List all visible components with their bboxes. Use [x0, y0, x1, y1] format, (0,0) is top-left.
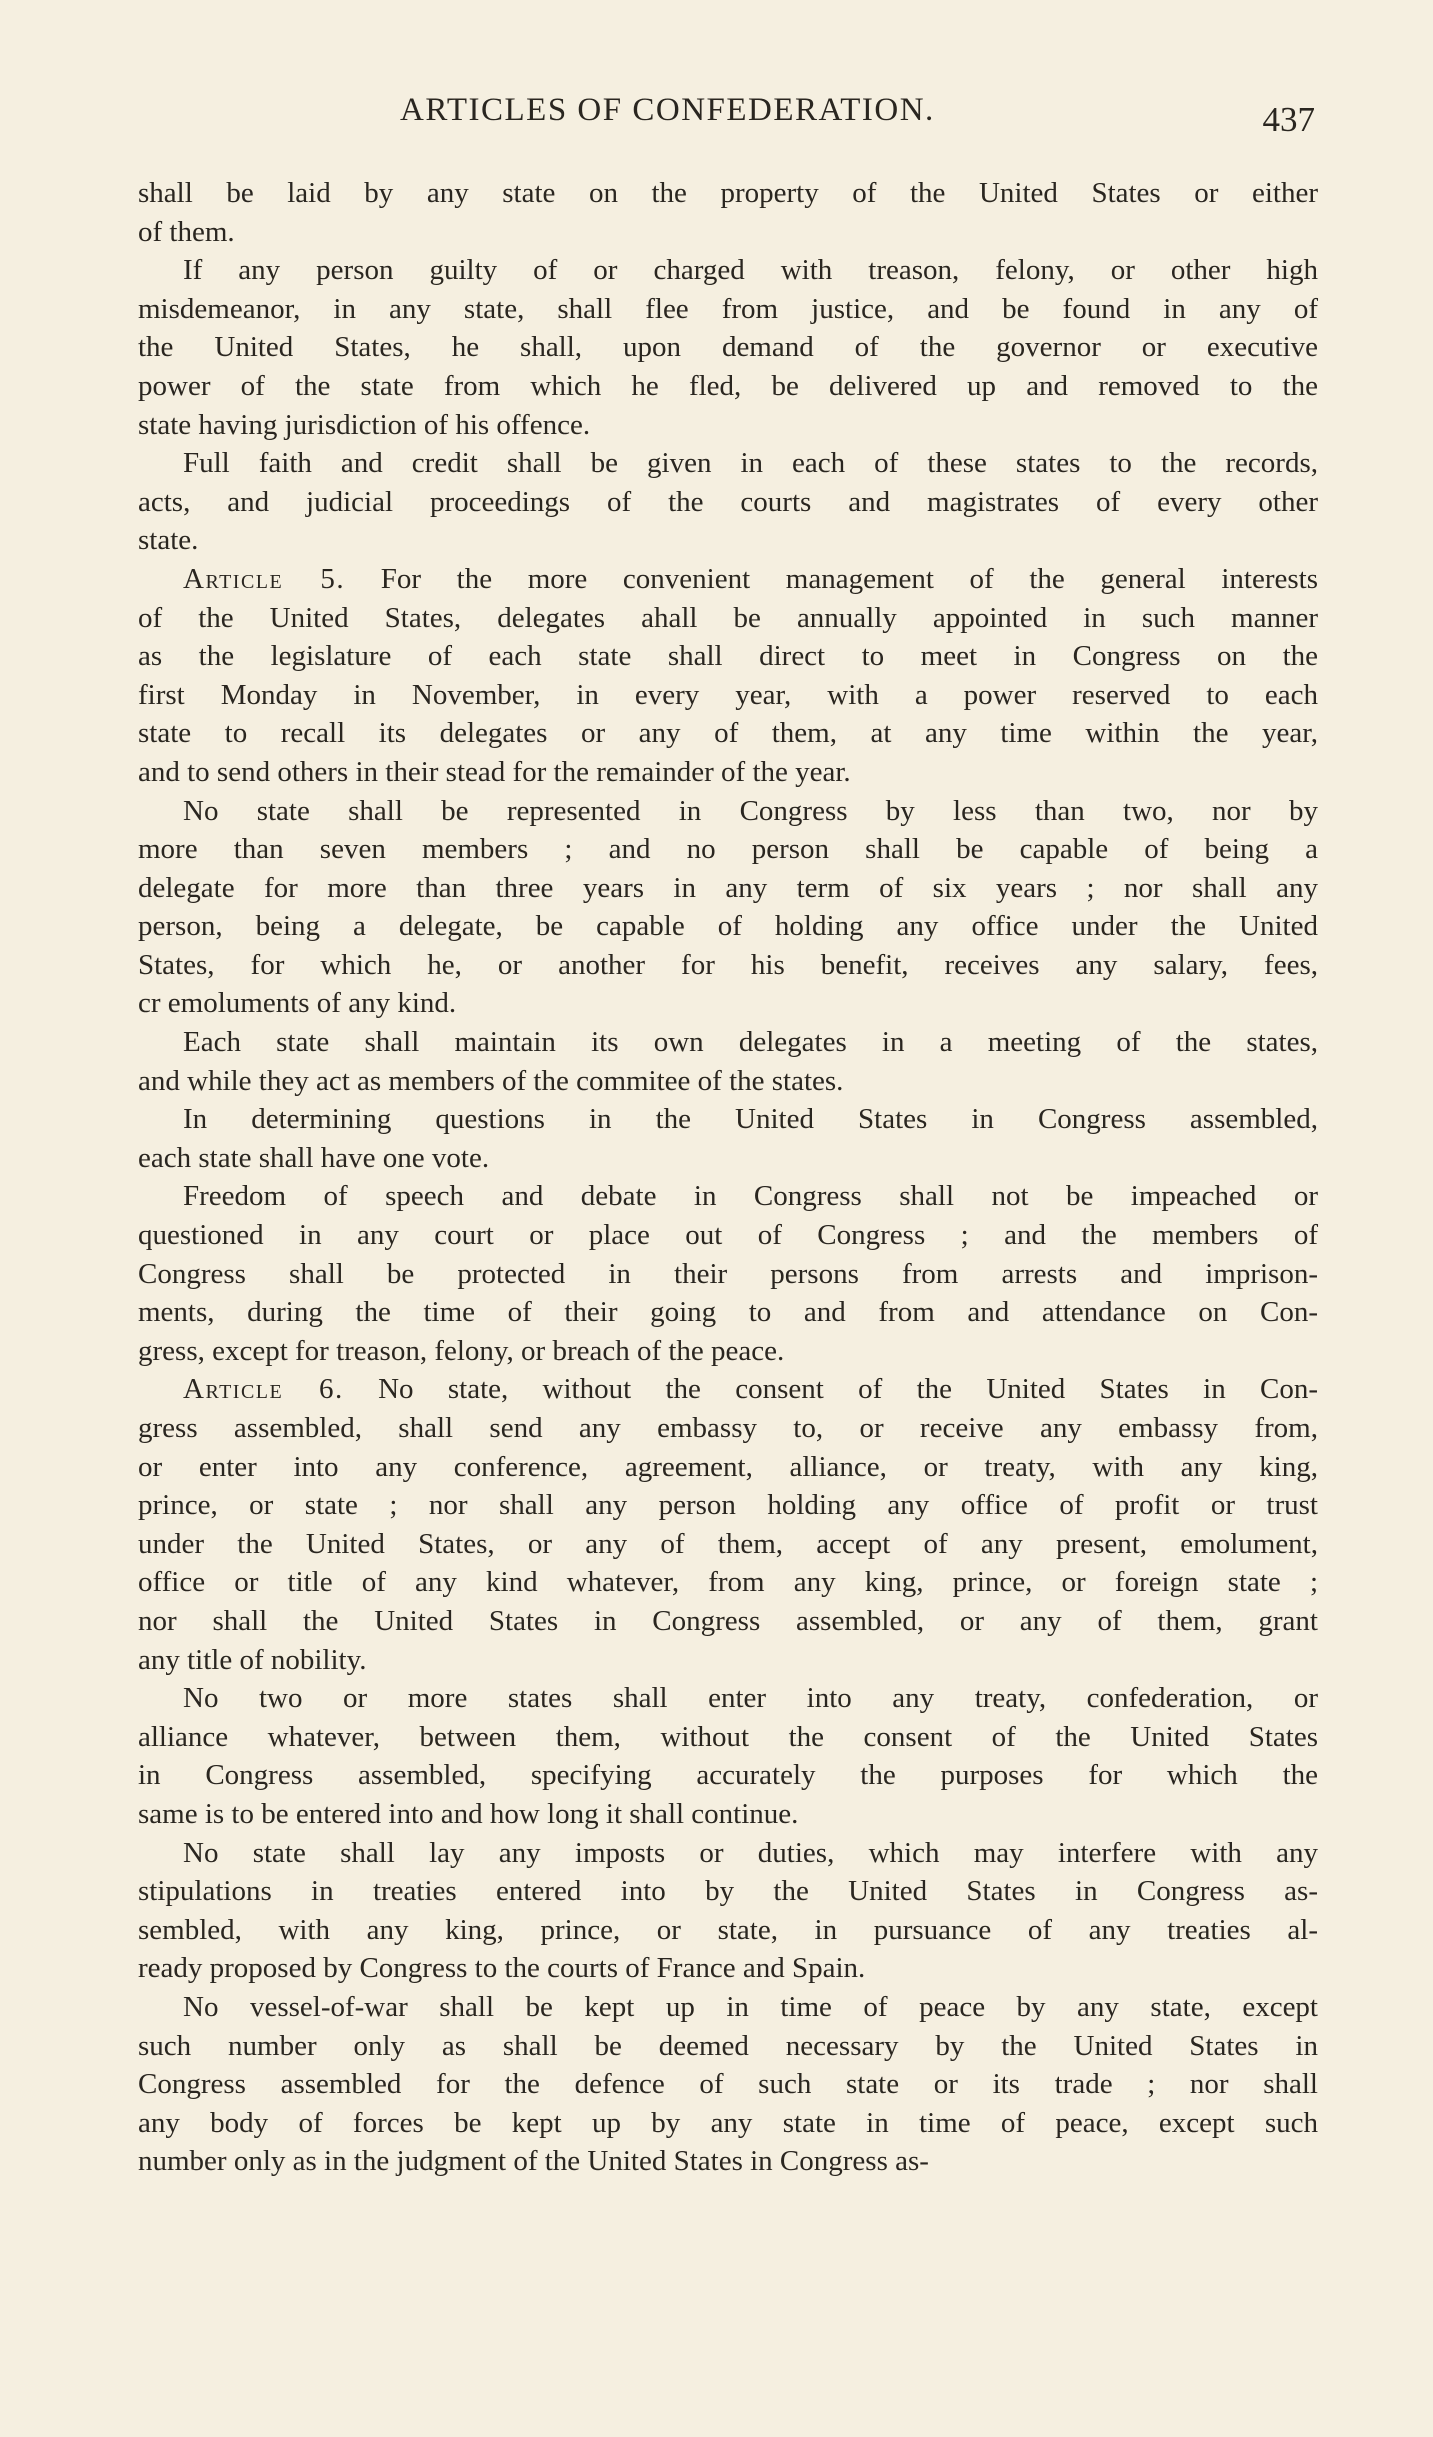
text-line [138, 2142, 1318, 2181]
article-label: Article 6. [183, 1373, 344, 1406]
text-line [138, 869, 1318, 908]
line-text: ready proposed by Congress to the courts of France and Spain. [138, 1952, 866, 1985]
text-line [138, 1062, 1318, 1101]
article-label: Article 5. [183, 562, 346, 595]
text-line [138, 521, 1318, 560]
line-text: in Congress assembled, specifying accurately the purposes for which the [138, 1759, 1318, 1792]
line-text: Congress assembled for the defence of such state or its trade ; nor shall [138, 2068, 1318, 2101]
text-line [138, 290, 1318, 329]
text-line [138, 1255, 1318, 1294]
text-line [138, 676, 1318, 715]
text-line [138, 1679, 1318, 1718]
text-line [138, 1563, 1318, 1602]
line-text: sembled, with any king, prince, or state, in pursuance of any treaties al- [138, 1913, 1318, 1946]
line-text: number only as in the judgment of the United States in Congress as- [138, 2145, 929, 2178]
text-line [138, 328, 1318, 367]
text-line [138, 560, 1318, 599]
line-text: No two or more states shall enter into any treaty, confederation, or [183, 1682, 1318, 1715]
line-text: gress, except for treason, felony, or breach of the peace. [138, 1334, 785, 1367]
line-text: No state shall lay any imposts or duties, which may interfere with any [183, 1836, 1318, 1869]
text-line [138, 367, 1318, 406]
line-text: No state shall be represented in Congress by less than two, nor by [183, 794, 1318, 827]
text-line [138, 406, 1318, 445]
line-text: misdemeanor, in any state, shall flee from justice, and be found in any of [138, 292, 1318, 325]
line-text: ments, during the time of their going to and from and attendance on Con- [138, 1296, 1318, 1329]
text-line [138, 1370, 1318, 1409]
line-text: shall be laid by any state on the property of the United States or either [138, 177, 1318, 209]
line-text: and to send others in their stead for the remainder of the year. [138, 755, 851, 788]
line-text: Each state shall maintain its own delegates in a meeting of the states, [183, 1026, 1318, 1059]
line-text: each state shall have one vote. [138, 1141, 490, 1174]
line-text: In determining questions in the United States in Congress assembled, [183, 1103, 1318, 1136]
text-line [138, 946, 1318, 985]
text-line [138, 1023, 1318, 1062]
line-text: cr emoluments of any kind. [138, 987, 457, 1020]
text-line [138, 1795, 1318, 1834]
text-line [138, 251, 1318, 290]
line-text: state having jurisdiction of his offence. [138, 408, 591, 441]
text-line [138, 1409, 1318, 1448]
text-line [138, 174, 1318, 213]
line-text: such number only as shall be deemed necessary by the United States in [138, 2029, 1318, 2062]
line-text: first Monday in November, in every year, with a power reserved to each [138, 678, 1318, 711]
text-line [138, 637, 1318, 676]
line-text: and while they act as members of the commitee of the states. [138, 1064, 844, 1097]
text-line [138, 2027, 1318, 2066]
line-text: of them. [138, 215, 235, 248]
line-text: under the United States, or any of them, accept of any present, emolument, [138, 1527, 1318, 1560]
line-text: same is to be entered into and how long it shall continue. [138, 1797, 799, 1830]
line-text: prince, or state ; nor shall any person holding any office of profit or trust [138, 1489, 1318, 1522]
text-line [138, 1139, 1318, 1178]
text-line [138, 984, 1318, 1023]
line-text: No vessel-of-war shall be kept up in time of peace by any state, except [183, 1990, 1318, 2023]
text-line [138, 1177, 1318, 1216]
text-line [138, 1949, 1318, 1988]
line-text: delegate for more than three years in any term of six years ; nor shall any [138, 871, 1318, 904]
running-title: ARTICLES OF CONFEDERATION. [400, 92, 935, 128]
line-text: stipulations in treaties entered into by the United States in Congress as- [138, 1875, 1318, 1908]
line-text: Freedom of speech and debate in Congress shall not be impeached or [183, 1180, 1318, 1213]
line-text: questioned in any court or place out of Congress ; and the members of [138, 1219, 1318, 1252]
line-text: person, being a delegate, be capable of holding any office under the United [138, 910, 1318, 943]
text-line [138, 753, 1318, 792]
line-text: gress assembled, shall send any embassy to, or receive any embassy from, [138, 1412, 1318, 1444]
text-line [138, 830, 1318, 869]
text-line [138, 1718, 1318, 1757]
line-text: office or title of any kind whatever, from any king, prince, or foreign state ; [138, 1566, 1318, 1599]
line-text: Full faith and credit shall be given in each of these states to the records, [183, 447, 1318, 480]
line-text: state to recall its delegates or any of them, at any time within the year, [138, 717, 1318, 750]
text-line [138, 1332, 1318, 1371]
text-line [138, 792, 1318, 831]
text-line [138, 1486, 1318, 1525]
running-head [0, 92, 1433, 142]
text-line [138, 1911, 1318, 1950]
page-number: 437 [1262, 100, 1315, 139]
line-text: No state, without the consent of the United States in Con- [343, 1373, 1318, 1406]
text-line [138, 1756, 1318, 1795]
text-line [138, 1100, 1318, 1139]
text-line [138, 1641, 1318, 1680]
text-line [138, 1525, 1318, 1564]
line-text: as the legislature of each state shall direct to meet in Congress on the [138, 640, 1318, 673]
line-text: or enter into any conference, agreement, alliance, or treaty, with any king, [138, 1450, 1318, 1483]
line-text: of the United States, delegates ahall be annually appointed in such manner [138, 601, 1318, 634]
text-line [138, 483, 1318, 522]
line-text: alliance whatever, between them, without the consent of the United States [138, 1720, 1318, 1753]
text-line [138, 714, 1318, 753]
line-text: Congress shall be protected in their persons from arrests and imprison- [138, 1257, 1318, 1290]
text-line [138, 1988, 1318, 2027]
line-text: acts, and judicial proceedings of the courts and magistrates of every other [138, 485, 1318, 518]
text-line [138, 2104, 1318, 2143]
text-line [138, 599, 1318, 638]
line-text: power of the state from which he fled, be delivered up and removed to the [138, 369, 1318, 402]
text-line [138, 1872, 1318, 1911]
line-text: nor shall the United States in Congress assembled, or any of them, grant [138, 1604, 1318, 1637]
text-line [138, 1216, 1318, 1255]
text-line [138, 907, 1318, 946]
line-text: any title of nobility. [138, 1643, 367, 1676]
line-text: If any person guilty of or charged with treason, felony, or other high [183, 254, 1318, 287]
body-text [138, 174, 1318, 2181]
line-text: States, for which he, or another for his benefit, receives any salary, fees, [138, 948, 1318, 981]
line-text: the United States, he shall, upon demand of the governor or executive [138, 331, 1318, 364]
text-line [138, 444, 1318, 483]
line-text: For the more convenient management of the general interests [345, 562, 1318, 595]
text-line [138, 213, 1318, 252]
text-line [138, 1834, 1318, 1873]
line-text: any body of forces be kept up by any state in time of peace, except such [138, 2106, 1318, 2139]
text-line [138, 1602, 1318, 1641]
text-line [138, 1448, 1318, 1487]
text-line [138, 1293, 1318, 1332]
line-text: more than seven members ; and no person shall be capable of being a [138, 833, 1318, 866]
line-text: state. [138, 524, 199, 557]
text-line [138, 2065, 1318, 2104]
